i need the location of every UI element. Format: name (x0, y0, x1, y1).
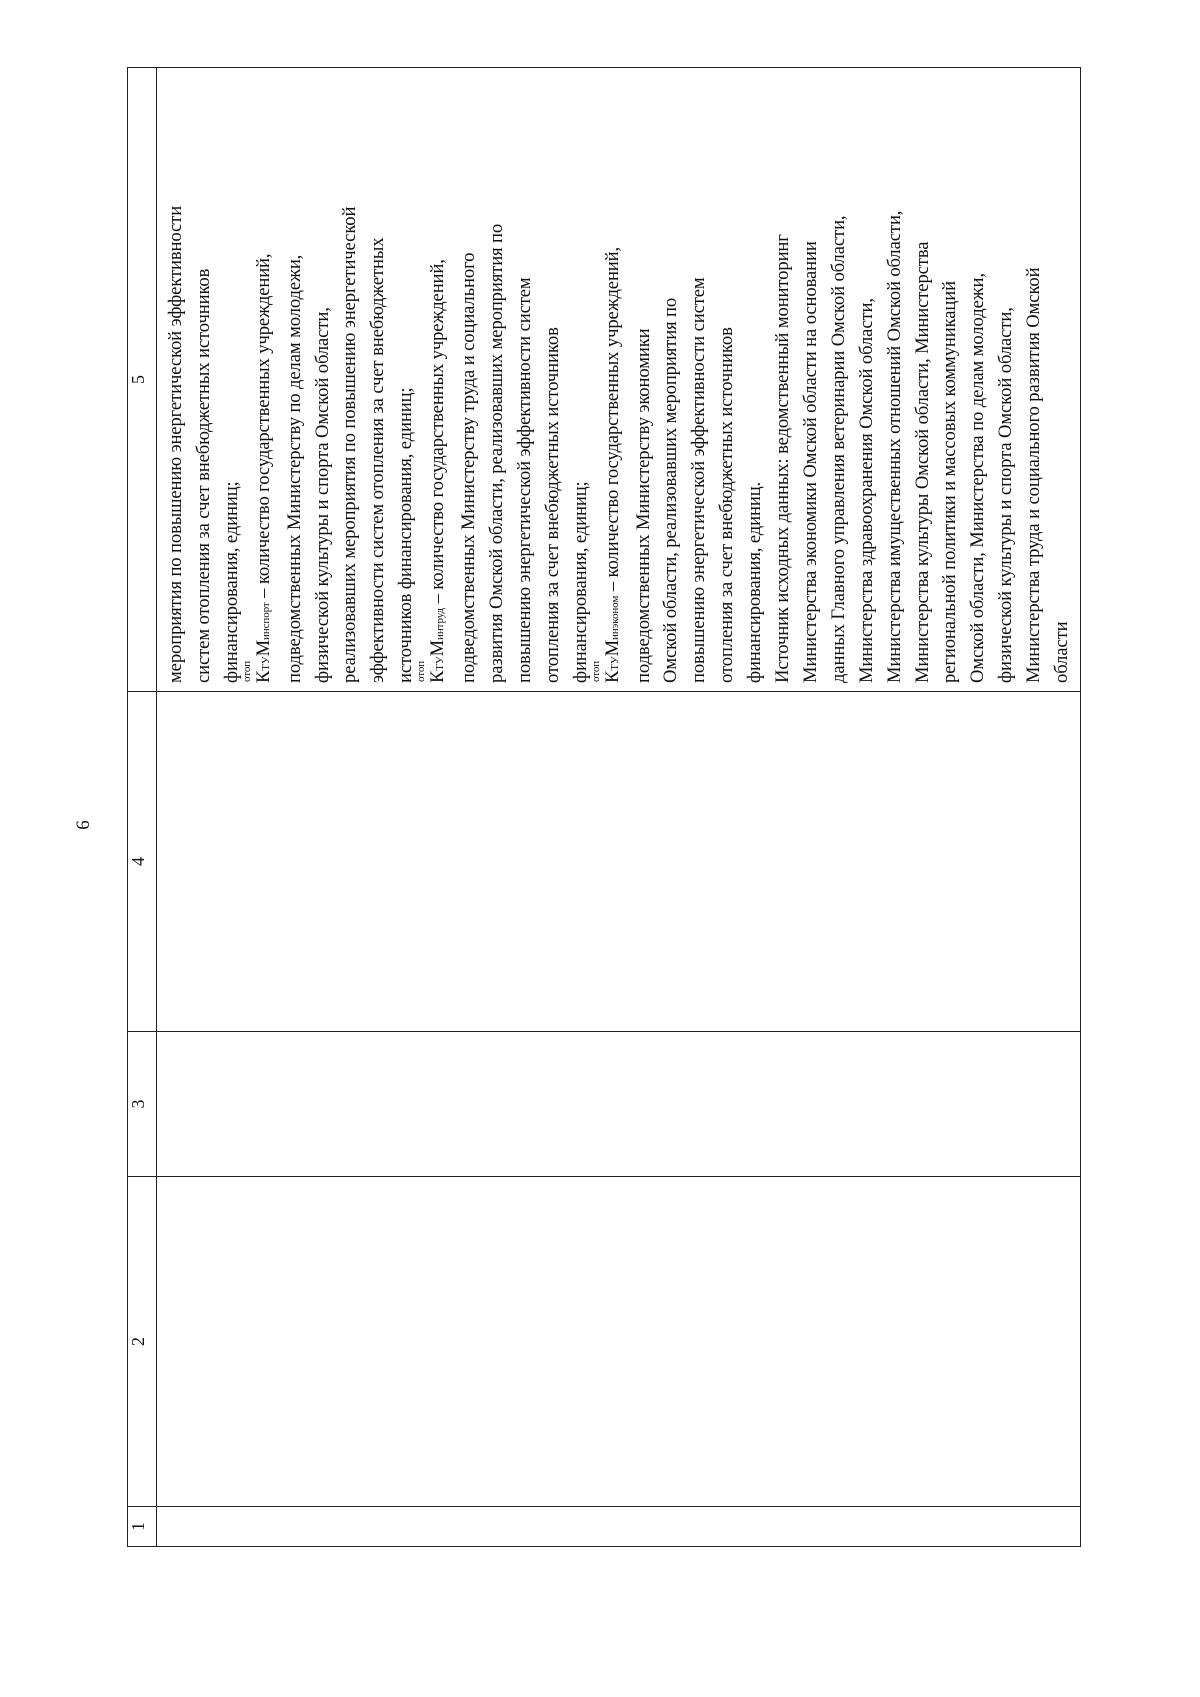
symbol-base: К (427, 670, 449, 683)
table-header-row (128, 68, 157, 1547)
column-header-4: 4 (128, 692, 157, 1032)
text-line: финансирования, единиц. (744, 481, 766, 683)
cell-column-2 (157, 1177, 1081, 1507)
cell-column-4 (157, 692, 1081, 1032)
symbol-subscript-tu: ТУ (608, 656, 621, 671)
text-line: Омской области, Министерства по делам молодежи, (967, 273, 989, 683)
formula-line-minekonom (589, 74, 630, 683)
text-line: подведомственных Министерству труда и социального (458, 252, 480, 683)
text-line: Омской области, реализовавших мероприятия по (660, 297, 682, 683)
column-header-2: 2 (128, 1177, 157, 1507)
page-number: 6 (73, 820, 94, 830)
symbol-letter-m: М (601, 639, 623, 657)
formula-description: – количество государственных учреждений, (427, 259, 449, 609)
column-header-3: 3 (128, 1032, 157, 1177)
symbol-subscript-tu: ТУ (434, 656, 447, 671)
symbol-subscript: инспорт (259, 602, 272, 640)
cell-column-5 (157, 68, 1081, 692)
text-line: Министерства здравоохранения Омской области, (855, 298, 877, 683)
symbol-subscript: интруд (434, 608, 447, 640)
text-line: Министерства культуры Омской области, Министерства (911, 241, 933, 683)
column-header-5: 5 (128, 68, 157, 692)
symbol-letter-m: М (252, 639, 274, 657)
column-header-1: 1 (128, 1507, 157, 1547)
text-line: финансирования, единиц; (569, 481, 591, 683)
text-line: данных Главного управления ветеринарии Омской области, (827, 215, 849, 683)
text-line: физической культуры и спорта Омской области, (995, 307, 1017, 683)
text-line: подведомственных Министерству по делам молодежи, (283, 254, 305, 683)
text-line: Источник исходных данных: ведомственный мониторинг (772, 234, 794, 683)
document-table-frame (127, 68, 1078, 1547)
formula-description: – количество государственных учреждений, (601, 246, 623, 596)
text-line: реализовавших мероприятия по повышению энергетической (339, 206, 361, 683)
symbol-superscript: отоп (415, 660, 428, 682)
formula-line-minsport (240, 74, 281, 683)
symbol-superscript: отоп (589, 660, 602, 682)
symbol-base: К (601, 670, 623, 683)
text-line: Министерства труда и социального развития Омской (1023, 267, 1045, 683)
text-line: повышению энергетической эффективности систем (688, 277, 710, 683)
cell-5-text (157, 68, 1080, 691)
table-row (157, 68, 1081, 1547)
text-line: физической культуры и спорта Омской области, (311, 307, 333, 683)
formula-description: – количество государственных учреждений, (252, 253, 274, 603)
cell-column-1 (157, 1507, 1081, 1547)
text-line: Министерства экономики Омской области на основании (799, 241, 821, 683)
symbol-k-tu-minekonom (589, 595, 630, 683)
text-line: отопления за счет внебюджетных источников (716, 327, 738, 683)
text-line: источников финансирования, единиц; (395, 387, 417, 683)
text-line: региональной политики и массовых коммуникаций (939, 281, 961, 683)
text-line: подведомственных Министерству экономики (632, 328, 654, 683)
text-line: отопления за счет внебюджетных источников (541, 327, 563, 683)
text-line: повышению энергетической эффективности систем (513, 277, 535, 683)
formula-line-mintrud (415, 74, 455, 683)
symbol-base: К (252, 670, 274, 683)
text-line: эффективности систем отопления за счет внебюджетных (367, 237, 389, 683)
text-line: мероприятия по повышению энергетической эффективности (165, 205, 186, 683)
text-line: финансирования, единиц; (220, 481, 242, 683)
symbol-subscript: инэконом (608, 595, 621, 640)
symbol-k-tu-mintrud (415, 608, 455, 683)
text-line: Министерства имущественных отношений Омской области, (883, 210, 905, 683)
symbol-letter-m: М (427, 639, 449, 657)
symbol-superscript: отоп (240, 660, 253, 682)
text-line: систем отопления за счет внебюджетных источников (192, 268, 214, 683)
cell-column-3 (157, 1032, 1081, 1177)
rotated-table-container (127, 68, 1078, 1547)
symbol-subscript-tu: ТУ (259, 656, 272, 671)
text-line: развития Омской области, реализовавших мероприятия по (485, 223, 507, 683)
symbol-k-tu-minsport (240, 602, 281, 683)
document-table (127, 67, 1081, 1547)
text-line: области (1051, 621, 1073, 683)
